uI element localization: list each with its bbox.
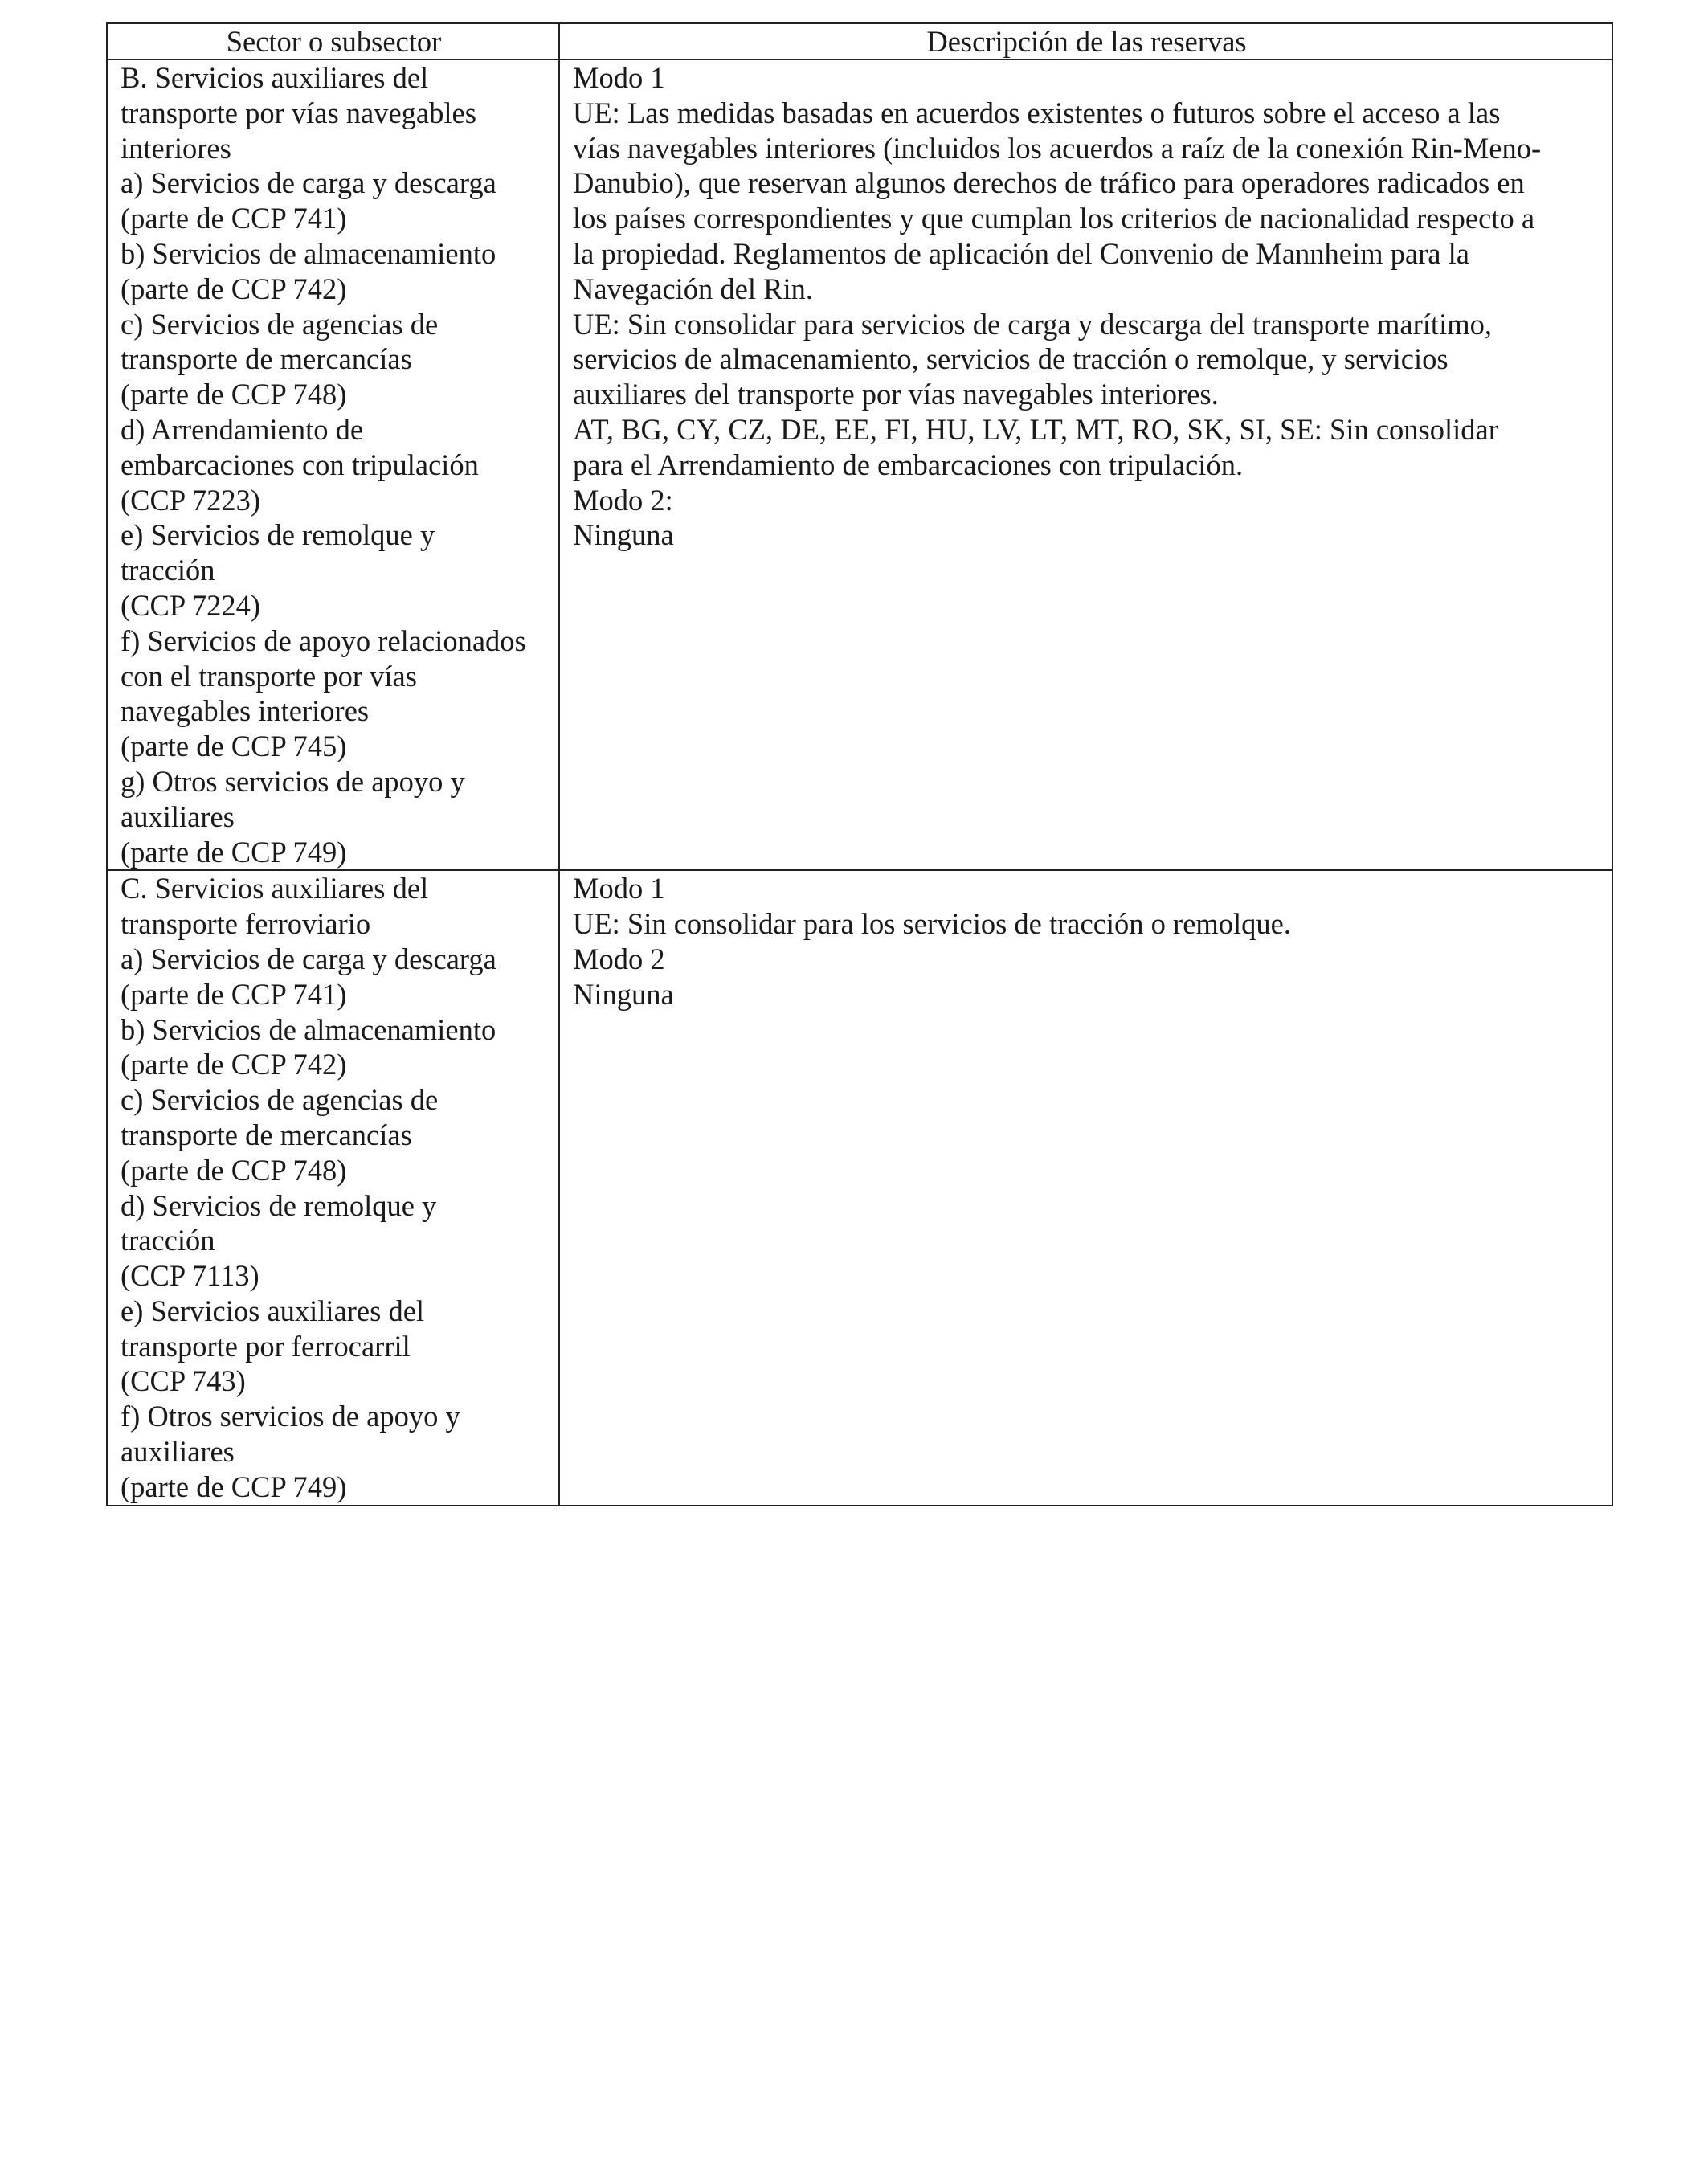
sector-text-line: b) Servicios de almacenamiento [121, 236, 496, 270]
sector-text-line: (parte de CCP 745) [121, 730, 347, 763]
description-text-line: Navegación del Rin. [573, 272, 814, 305]
description-cell [559, 870, 1612, 1505]
sector-text-line: (CCP 7223) [121, 483, 261, 517]
reservations-table [106, 22, 1613, 1506]
description-text-line: Modo 1 [573, 872, 665, 905]
description-text-line: para el Arrendamiento de embarcaciones con tripulación. [573, 448, 1244, 481]
column-header-description: Descripción de las reservas [559, 23, 1612, 59]
sector-cell [107, 870, 559, 1505]
sector-text-line: tracción [121, 1224, 215, 1257]
sector-text-line: C. Servicios auxiliares del [121, 872, 429, 905]
description-text-line: UE: Las medidas basadas en acuerdos existentes o futuros sobre el acceso a las [573, 96, 1501, 129]
description-cell [559, 59, 1612, 870]
sector-text-line: embarcaciones con tripulación [121, 448, 479, 481]
table-row [107, 59, 1612, 870]
table-header-row [107, 23, 1612, 59]
sector-text-line: e) Servicios auxiliares del [121, 1294, 425, 1327]
sector-text-line: (CCP 743) [121, 1364, 246, 1398]
sector-cell [107, 59, 559, 870]
sector-text-line: (parte de CCP 741) [121, 977, 347, 1011]
description-text-line: Modo 2: [573, 483, 673, 517]
description-text-line: Danubio), que reservan algunos derechos de tráfico para operadores radicados en [573, 166, 1525, 200]
sector-text-line: interiores [121, 131, 231, 165]
sector-text-line: (parte de CCP 742) [121, 272, 347, 305]
sector-text-line: tracción [121, 554, 215, 587]
table-row [107, 870, 1612, 1505]
sector-text-line: navegables interiores [121, 694, 370, 728]
sector-text-line: b) Servicios de almacenamiento [121, 1012, 496, 1046]
sector-text-line: con el transporte por vías [121, 659, 417, 693]
sector-text-line: (CCP 7113) [121, 1259, 259, 1293]
description-text-line: auxiliares del transporte por vías navegables interiores. [573, 378, 1219, 411]
sector-text-line: d) Arrendamiento de [121, 412, 364, 446]
description-text-line: los países correspondientes y que cumplan los criterios de nacionalidad respecto a [573, 202, 1535, 235]
description-text-line: la propiedad. Reglamentos de aplicación del Convenio de Mannheim para la [573, 236, 1469, 270]
column-header-sector: Sector o subsector [107, 23, 559, 59]
sector-text-line: transporte de mercancías [121, 1118, 412, 1151]
description-text-line: servicios de almacenamiento, servicios de tracción o remolque, y servicios [573, 342, 1449, 376]
sector-text-line: (parte de CCP 741) [121, 202, 347, 235]
sector-text-line: f) Otros servicios de apoyo y [121, 1400, 460, 1433]
sector-text-line: (parte de CCP 749) [121, 835, 347, 869]
sector-text-line: (CCP 7224) [121, 588, 261, 622]
description-text-line: Ninguna [573, 518, 674, 552]
description-text-line: UE: Sin consolidar para los servicios de tracción o remolque. [573, 907, 1292, 941]
sector-text-line: e) Servicios de remolque y [121, 518, 435, 552]
sector-text-line: auxiliares [121, 1435, 235, 1469]
sector-text-line: transporte por vías navegables [121, 96, 476, 129]
sector-text-line: c) Servicios de agencias de [121, 307, 439, 341]
sector-text-line: (parte de CCP 748) [121, 378, 347, 411]
sector-text-line: (parte de CCP 749) [121, 1470, 347, 1503]
sector-text-line: a) Servicios de carga y descarga [121, 942, 496, 975]
sector-text-line: (parte de CCP 742) [121, 1048, 347, 1081]
sector-text-line: transporte de mercancías [121, 342, 412, 376]
sector-text-line: B. Servicios auxiliares del [121, 61, 429, 94]
sector-text-line: d) Servicios de remolque y [121, 1188, 437, 1222]
description-text-line: Modo 1 [573, 61, 665, 94]
description-text-line: AT, BG, CY, CZ, DE, EE, FI, HU, LV, LT, MT, RO, SK, SI, SE: Sin consolidar [573, 412, 1498, 446]
description-text-line: Modo 2 [573, 942, 665, 975]
description-text-line: Ninguna [573, 977, 674, 1011]
sector-text-line: a) Servicios de carga y descarga [121, 166, 496, 200]
sector-text-line: f) Servicios de apoyo relacionados [121, 623, 526, 657]
sector-text-line: g) Otros servicios de apoyo y [121, 764, 465, 798]
sector-text-line: transporte ferroviario [121, 907, 371, 941]
description-text-line: vías navegables interiores (incluidos los acuerdos a raíz de la conexión Rin-Meno- [573, 131, 1542, 165]
sector-text-line: (parte de CCP 748) [121, 1153, 347, 1187]
sector-text-line: c) Servicios de agencias de [121, 1083, 439, 1117]
sector-text-line: auxiliares [121, 799, 235, 833]
sector-text-line: transporte por ferrocarril [121, 1329, 411, 1363]
description-text-line: UE: Sin consolidar para servicios de carga y descarga del transporte marítimo, [573, 307, 1492, 341]
